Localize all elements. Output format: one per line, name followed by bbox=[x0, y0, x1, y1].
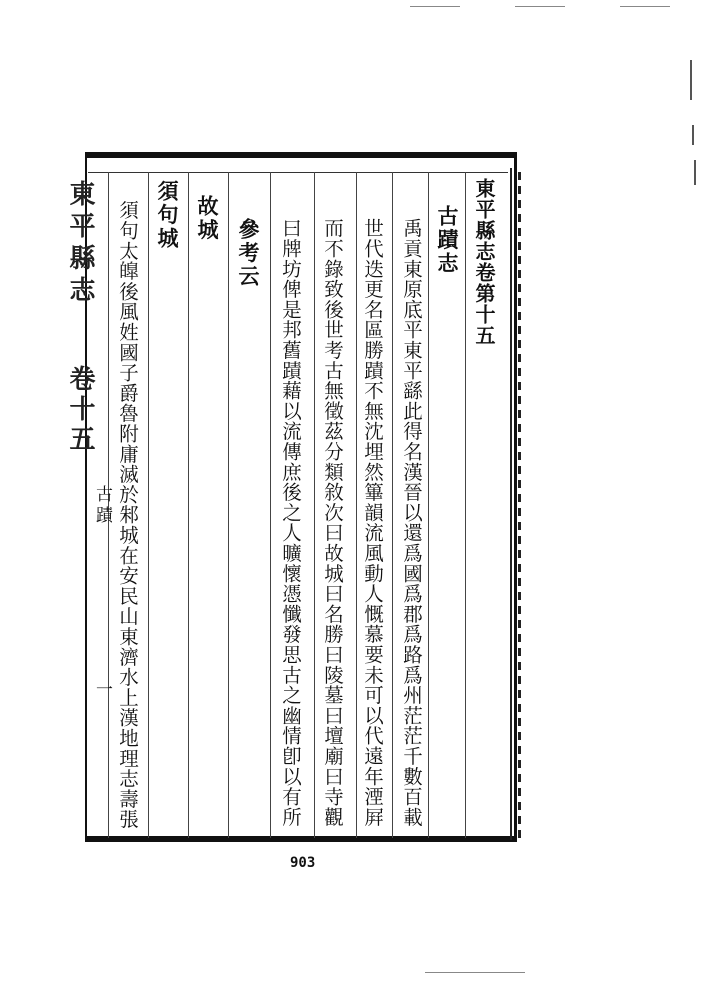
margin-volume: 卷十五 bbox=[65, 365, 95, 455]
section-title: 古蹟志 bbox=[435, 205, 460, 276]
scan-artifact bbox=[425, 972, 525, 973]
margin-leaf: 一 bbox=[92, 680, 112, 701]
paragraph-line-4: 曰牌坊俾是邦舊蹟藉以流傳庶後之人曠懷憑懺發思古之幽情卽以有所 bbox=[279, 218, 302, 827]
scan-artifact bbox=[694, 160, 696, 185]
page-number: 903 bbox=[290, 855, 316, 871]
scan-artifact bbox=[690, 60, 692, 100]
scan-artifact bbox=[410, 6, 460, 7]
column-rule bbox=[356, 172, 357, 838]
scan-artifact bbox=[692, 125, 694, 145]
outer-rule bbox=[510, 168, 512, 840]
scan-artifact bbox=[620, 6, 670, 7]
entry-title: 須句城 bbox=[155, 180, 180, 251]
inner-header-rule bbox=[88, 172, 508, 173]
entry-text: 須句太皥後風姓國子爵魯附庸滅於邾城在安民山東濟水上漢地理志壽張 bbox=[116, 200, 139, 830]
column-rule bbox=[188, 172, 189, 838]
column-rule bbox=[228, 172, 229, 838]
column-rule bbox=[392, 172, 393, 838]
paragraph-line-3: 而不錄致後世考古無徵茲分類敘次曰故城曰名勝曰陵墓曰壇廟曰寺觀 bbox=[321, 218, 344, 827]
volume-title: 東平縣志卷第十五 bbox=[472, 178, 496, 346]
column-rule bbox=[314, 172, 315, 838]
scan-artifact bbox=[515, 6, 565, 7]
paragraph-line-2: 世代迭更名區勝蹟不無沈埋然篳韻流風動人慨慕要未可以代遠年湮屛 bbox=[361, 218, 384, 827]
column-rule bbox=[428, 172, 429, 838]
column-rule bbox=[465, 172, 466, 838]
reference-note: 參考云 bbox=[236, 218, 261, 289]
category-heading: 故城 bbox=[195, 195, 220, 242]
margin-section: 古蹟 bbox=[92, 485, 112, 527]
paragraph-line-1: 禹貢東原底平東平繇此得名漢晉以還爲國爲郡爲路爲州茫茫千數百載 bbox=[400, 218, 423, 827]
column-rule bbox=[270, 172, 271, 838]
column-rule bbox=[148, 172, 149, 838]
margin-book-title: 東平縣志 bbox=[65, 180, 95, 308]
binding-edge bbox=[518, 172, 521, 840]
